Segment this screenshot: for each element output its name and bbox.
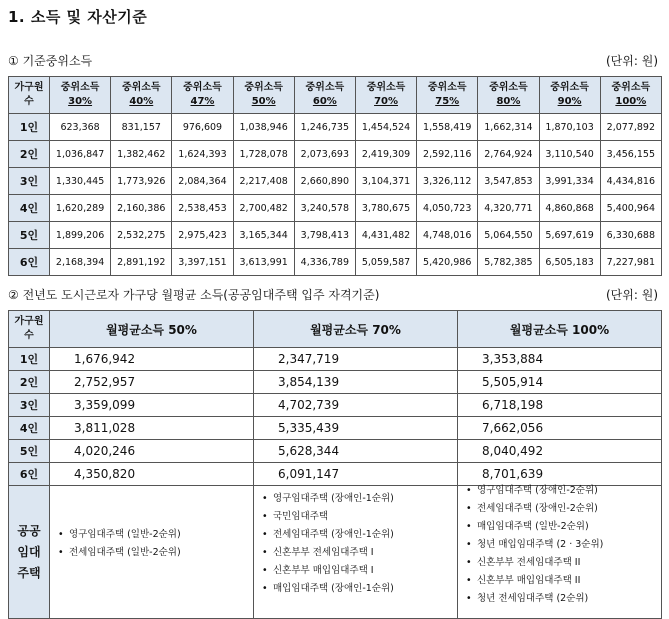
table-cell: 2,419,309: [355, 141, 416, 168]
table-cell: 1,676,942: [50, 348, 254, 371]
table-cell: 2,347,719: [254, 348, 458, 371]
column-header-pct: 60%: [312, 96, 337, 107]
table-cell: 5,064,550: [478, 222, 539, 249]
table-cell: 3,240,578: [294, 195, 355, 222]
table-cell: 2,592,116: [417, 141, 478, 168]
column-header-pct: 100%: [615, 96, 647, 107]
table-cell: 2,073,693: [294, 141, 355, 168]
column-header-pct: 30%: [68, 96, 93, 107]
table-cell: 3,613,991: [233, 249, 294, 276]
column-header-label: 중위소득: [305, 82, 345, 93]
row-header: 1인: [9, 114, 50, 141]
table-cell: 3,547,853: [478, 168, 539, 195]
eligibility-item: • 매입임대주택 (장애인-1순위): [262, 584, 457, 594]
section2-header: [8, 286, 658, 303]
table-cell: 5,335,439: [254, 417, 458, 440]
table-cell: 2,532,275: [111, 222, 172, 249]
table-cell: 2,975,423: [172, 222, 233, 249]
column-header: [600, 77, 661, 114]
corner-line: 가구원: [14, 316, 44, 327]
table-cell: 4,748,016: [417, 222, 478, 249]
table-cell: 4,702,739: [254, 394, 458, 417]
table-cell: 623,368: [50, 114, 111, 141]
table-cell: 2,660,890: [294, 168, 355, 195]
row-header: 4인: [9, 417, 50, 440]
table-cell: 5,628,344: [254, 440, 458, 463]
table-row: [9, 463, 662, 486]
column-header: 월평균소득 70%: [254, 311, 458, 348]
table-cell: 5,059,587: [355, 249, 416, 276]
table-cell: 2,752,957: [50, 371, 254, 394]
table-cell: 4,431,482: [355, 222, 416, 249]
median-income-table: [8, 76, 662, 276]
eligibility-item: • 전세임대주택 (일반-2순위): [58, 548, 253, 558]
row-header: 3인: [9, 168, 50, 195]
table-cell: 3,811,028: [50, 417, 254, 440]
table-header-row: [9, 311, 662, 348]
table-cell: 2,538,453: [172, 195, 233, 222]
table-cell: 5,505,914: [458, 371, 662, 394]
row-header: 2인: [9, 141, 50, 168]
table-cell: 3,110,540: [539, 141, 600, 168]
urban-worker-income-table: [8, 310, 662, 619]
column-header-pct: 75%: [435, 96, 460, 107]
table-header-row: [9, 77, 662, 114]
table-cell: 3,798,413: [294, 222, 355, 249]
table-cell: 2,160,386: [111, 195, 172, 222]
eligibility-cell: [50, 486, 254, 619]
eligibility-item: • 전세임대주택 (장애인-1순위): [262, 530, 457, 540]
table-cell: 1,036,847: [50, 141, 111, 168]
row-header: 6인: [9, 249, 50, 276]
table-cell: 1,330,445: [50, 168, 111, 195]
eligibility-item: • 청년 전세임대주택 (2순위): [466, 594, 661, 604]
row-header: 3인: [9, 394, 50, 417]
eligibility-item: • 신혼부부 전세임대주택 II: [466, 558, 661, 568]
column-header-label: 중위소득: [366, 82, 406, 93]
table-cell: 1,454,524: [355, 114, 416, 141]
eligibility-cell: [458, 486, 662, 619]
column-header: [539, 77, 600, 114]
column-header: [50, 77, 111, 114]
eligibility-list: [458, 486, 661, 604]
table-cell: 7,662,056: [458, 417, 662, 440]
corner-line: 가구원: [14, 82, 44, 93]
table-cell: 4,434,816: [600, 168, 661, 195]
table-cell: 2,217,408: [233, 168, 294, 195]
column-header-label: 중위소득: [121, 82, 161, 93]
row-header: 5인: [9, 440, 50, 463]
table-row: [9, 394, 662, 417]
table-cell: 1,246,735: [294, 114, 355, 141]
section1-unit: (단위: 원): [606, 54, 658, 68]
eligibility-list: [50, 486, 253, 558]
column-header: [478, 77, 539, 114]
column-header-pct: 40%: [129, 96, 154, 107]
table-cell: 1,728,078: [233, 141, 294, 168]
row-header: 1인: [9, 348, 50, 371]
eligibility-item: • 신혼부부 매입임대주택 II: [466, 576, 661, 586]
column-header-label: 중위소득: [60, 82, 100, 93]
table-cell: 3,854,139: [254, 371, 458, 394]
column-header: [294, 77, 355, 114]
column-header: 월평균소득 50%: [50, 311, 254, 348]
column-header-pct: 50%: [251, 96, 276, 107]
column-header-label: 중위소득: [244, 82, 283, 93]
column-header: [172, 77, 233, 114]
table-cell: 4,020,246: [50, 440, 254, 463]
table-cell: 1,624,393: [172, 141, 233, 168]
eligibility-label-line: 공공: [17, 523, 41, 538]
table-cell: 2,700,482: [233, 195, 294, 222]
table-cell: 7,227,981: [600, 249, 661, 276]
column-header-label: 중위소득: [427, 82, 467, 93]
column-header-label: 중위소득: [550, 82, 589, 93]
table-row: [9, 348, 662, 371]
section1-header: [8, 52, 658, 69]
column-header: [355, 77, 416, 114]
table-row: [9, 440, 662, 463]
table-cell: 831,157: [111, 114, 172, 141]
table-cell: 1,620,289: [50, 195, 111, 222]
eligibility-list: [254, 486, 457, 594]
section2-unit: (단위: 원): [606, 288, 658, 302]
table-cell: 6,718,198: [458, 394, 662, 417]
table-row: [9, 114, 662, 141]
column-header: [111, 77, 172, 114]
table-cell: 1,382,462: [111, 141, 172, 168]
section2-heading: ② 전년도 도시근로자 가구당 월평균 소득(공공임대주택 입주 자격기준): [8, 288, 380, 302]
table-cell: 5,782,385: [478, 249, 539, 276]
table-cell: 4,336,789: [294, 249, 355, 276]
table-cell: 4,050,723: [417, 195, 478, 222]
table-row: [9, 141, 662, 168]
table-cell: 3,397,151: [172, 249, 233, 276]
column-header-label: 중위소득: [183, 82, 222, 93]
table-cell: 2,764,924: [478, 141, 539, 168]
eligibility-item: • 청년 매입임대주택 (2 · 3순위): [466, 540, 661, 550]
row-header: 4인: [9, 195, 50, 222]
table-cell: 5,697,619: [539, 222, 600, 249]
eligibility-item: • 국민임대주택: [262, 512, 457, 522]
column-header: 월평균소득 100%: [458, 311, 662, 348]
column-header-pct: 47%: [190, 96, 215, 107]
table-row: [9, 249, 662, 276]
eligibility-label: [9, 486, 50, 619]
column-header: [233, 77, 294, 114]
row-header: 6인: [9, 463, 50, 486]
table-cell: 2,891,192: [111, 249, 172, 276]
table-cell: 3,165,344: [233, 222, 294, 249]
table-cell: 8,040,492: [458, 440, 662, 463]
table-row: [9, 222, 662, 249]
page-title: 1. 소득 및 자산기준: [8, 8, 148, 26]
column-header-label: 중위소득: [611, 82, 651, 93]
table-cell: 3,326,112: [417, 168, 478, 195]
eligibility-label-line: 주택: [17, 565, 41, 580]
table-cell: 4,320,771: [478, 195, 539, 222]
table-cell: 976,609: [172, 114, 233, 141]
table-cell: 3,353,884: [458, 348, 662, 371]
eligibility-item: • 영구임대주택 (장애인-1순위): [262, 494, 457, 504]
table-cell: 5,420,986: [417, 249, 478, 276]
table-cell: 6,091,147: [254, 463, 458, 486]
eligibility-label-line: 임대: [17, 544, 41, 559]
table-cell: 3,456,155: [600, 141, 661, 168]
eligibility-item: • 영구임대주택 (일반-2순위): [58, 530, 253, 540]
table-cell: 6,330,688: [600, 222, 661, 249]
table-cell: 4,860,868: [539, 195, 600, 222]
table-cell: 2,077,892: [600, 114, 661, 141]
corner-line: 수: [24, 330, 34, 341]
eligibility-item: • 신혼부부 전세임대주택 I: [262, 548, 457, 558]
table-row: [9, 371, 662, 394]
table-cell: 4,350,820: [50, 463, 254, 486]
column-header-pct: 70%: [374, 96, 398, 107]
table-cell: 1,662,314: [478, 114, 539, 141]
eligibility-row: [9, 486, 662, 619]
table-cell: 1,870,103: [539, 114, 600, 141]
table-cell: 3,104,371: [355, 168, 416, 195]
table-row: [9, 195, 662, 222]
section1-heading: ① 기준중위소득: [8, 54, 93, 68]
table-cell: 3,359,099: [50, 394, 254, 417]
corner-header: [9, 311, 50, 348]
column-header-label: 중위소득: [489, 82, 528, 93]
column-header-pct: 80%: [496, 96, 521, 107]
table-cell: 2,084,364: [172, 168, 233, 195]
table-row: [9, 168, 662, 195]
table-cell: 8,701,639: [458, 463, 662, 486]
row-header: 5인: [9, 222, 50, 249]
column-header-pct: 90%: [557, 96, 582, 107]
column-header: [417, 77, 478, 114]
eligibility-item: • 전세임대주택 (장애인-2순위): [466, 504, 661, 514]
table-cell: 1,899,206: [50, 222, 111, 249]
corner-line: 수: [24, 96, 34, 107]
corner-header: [9, 77, 50, 114]
table-cell: 6,505,183: [539, 249, 600, 276]
table-cell: 1,773,926: [111, 168, 172, 195]
row-header: 2인: [9, 371, 50, 394]
eligibility-item: • 영구임대주택 (장애인-2순위): [466, 486, 661, 496]
eligibility-item: • 매입임대주택 (일반-2순위): [466, 522, 661, 532]
table-cell: 3,991,334: [539, 168, 600, 195]
eligibility-item: • 신혼부부 매입임대주택 I: [262, 566, 457, 576]
table-cell: 1,558,419: [417, 114, 478, 141]
table-cell: 2,168,394: [50, 249, 111, 276]
table-cell: 1,038,946: [233, 114, 294, 141]
table-cell: 5,400,964: [600, 195, 661, 222]
eligibility-cell: [254, 486, 458, 619]
table-row: [9, 417, 662, 440]
table-cell: 3,780,675: [355, 195, 416, 222]
